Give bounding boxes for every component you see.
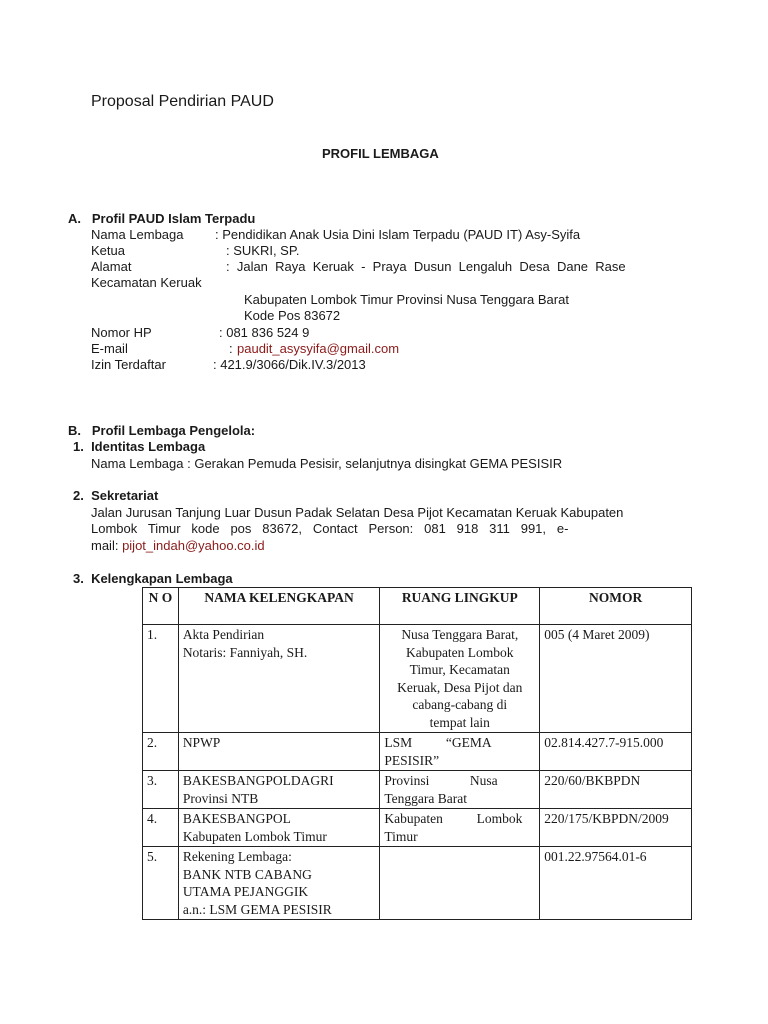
nomor-hp-value: : 081 836 524 9 — [219, 325, 310, 340]
document-title: Proposal Pendirian PAUD — [91, 93, 274, 110]
sekretariat-email-link[interactable]: pijot_indah@yahoo.co.id — [122, 538, 265, 553]
row-no: 4. — [143, 809, 179, 847]
nama-lembaga-label: Nama Lembaga — [91, 227, 184, 242]
alamat-label: Alamat — [91, 259, 132, 274]
row-nomor: 220/175/KBPDN/2009 — [540, 809, 692, 847]
ruang-line: Nusa Tenggara Barat, — [401, 627, 519, 642]
row-no: 5. — [143, 847, 179, 920]
row-no: 1. — [143, 625, 179, 733]
nama-line: Akta Pendirian — [182, 627, 265, 642]
header-nomor: NOMOR — [540, 588, 692, 625]
table-row — [143, 733, 692, 771]
nomor-hp-label: Nomor HP — [91, 325, 152, 340]
kelengkapan-table — [142, 587, 692, 920]
email-link[interactable]: paudit_asysyifa@gmail.com — [237, 341, 400, 356]
row-nama — [178, 733, 380, 771]
email-colon: : — [229, 341, 233, 356]
row-ruang — [380, 771, 540, 809]
sekretariat-line-1: Jalan Jurusan Tanjung Luar Dusun Padak Selatan Desa Pijot Kecamatan Keruak Kabupaten — [91, 505, 624, 520]
alamat-line-3: Kabupaten Lombok Timur Provinsi Nusa Tenggara Barat — [244, 292, 569, 307]
alamat-line-4: Kode Pos 83672 — [244, 308, 341, 323]
row-nomor: 220/60/BKBPDN — [540, 771, 692, 809]
ruang-line: Tenggara Barat — [384, 790, 467, 806]
section-b-heading: B. Profil Lembaga Pengelola: — [68, 423, 256, 438]
ruang-line: tempat lain — [429, 714, 490, 730]
header-no: N O — [143, 588, 179, 625]
nama-line: a.n.: LSM GEMA PESISIR — [182, 901, 332, 917]
nama-line: Kabupaten Lombok Timur — [182, 828, 327, 844]
kelengkapan-heading: 3. Kelengkapan Lembaga — [73, 571, 233, 586]
identitas-text: Nama Lembaga : Gerakan Pemuda Pesisir, selanjutnya disingkat GEMA PESISIR — [91, 456, 563, 471]
ruang-line: Kabupaten Lombok — [384, 811, 523, 826]
table-row — [143, 809, 692, 847]
row-nama — [178, 847, 380, 920]
table-row — [143, 625, 692, 733]
ruang-line: Timur, Kecamatan — [409, 662, 510, 677]
row-ruang — [380, 809, 540, 847]
nama-line: NPWP — [182, 735, 221, 750]
sekretariat-line-3 — [91, 538, 265, 554]
header-ruang: RUANG LINGKUP — [380, 588, 540, 625]
izin-value: : 421.9/3066/Dik.IV.3/2013 — [213, 357, 366, 372]
header-nama: NAMA KELENGKAPAN — [178, 588, 380, 625]
nama-line: Notaris: Fanniyah, SH. — [182, 644, 308, 660]
nama-line: Provinsi NTB — [182, 790, 259, 806]
sekretariat-heading: 2. Sekretariat — [73, 488, 159, 503]
ruang-line: PESISIR” — [384, 752, 440, 768]
email-label: E-mail — [91, 341, 128, 356]
ruang-line: cabang-cabang di — [412, 697, 508, 712]
ruang-line: Keruak, Desa Pijot dan — [397, 679, 523, 695]
ruang-line: Kabupaten Lombok — [405, 644, 514, 660]
row-ruang — [380, 625, 540, 733]
row-no: 2. — [143, 733, 179, 771]
nama-line: BAKESBANGPOL — [182, 811, 291, 826]
row-no: 3. — [143, 771, 179, 809]
row-nomor: 005 (4 Maret 2009) — [540, 625, 692, 733]
sekretariat-email-prefix: mail: — [91, 538, 123, 553]
nama-line: Rekening Lembaga: — [182, 849, 292, 864]
ruang-line: LSM “GEMA — [384, 735, 492, 750]
alamat-line-1: : Jalan Raya Keruak - Praya Dusun Lengaluh Desa Dane Rase — [226, 259, 626, 274]
ruang-line: Provinsi Nusa — [384, 773, 498, 788]
ruang-line: Timur — [384, 828, 418, 844]
alamat-line-2: Kecamatan Keruak — [91, 275, 202, 290]
sekretariat-line-2: Lombok Timur kode pos 83672, Contact Person: 081 918 311 991, e- — [91, 521, 569, 536]
row-nama — [178, 771, 380, 809]
nama-line: BANK NTB CABANG — [182, 866, 312, 882]
ketua-value: : SUKRI, SP. — [226, 243, 300, 258]
row-nama — [178, 625, 380, 733]
izin-label: Izin Terdaftar — [91, 357, 166, 372]
table-header-row — [143, 588, 692, 625]
table-row — [143, 771, 692, 809]
identitas-heading: 1. Identitas Lembaga — [73, 439, 206, 454]
row-nomor: 02.814.427.7-915.000 — [540, 733, 692, 771]
nama-line: UTAMA PEJANGGIK — [182, 884, 309, 899]
nama-lembaga-value: : Pendidikan Anak Usia Dini Islam Terpadu (PAUD IT) Asy-Syifa — [215, 227, 581, 242]
table-row — [143, 847, 692, 920]
row-ruang — [380, 733, 540, 771]
nama-line: BAKESBANGPOLDAGRI — [182, 773, 334, 788]
ketua-label: Ketua — [91, 243, 125, 258]
row-nomor: 001.22.97564.01-6 — [540, 847, 692, 920]
section-title: PROFIL LEMBAGA — [322, 146, 439, 161]
section-a-heading: A. Profil PAUD Islam Terpadu — [68, 211, 256, 226]
row-ruang — [380, 847, 540, 920]
row-nama — [178, 809, 380, 847]
